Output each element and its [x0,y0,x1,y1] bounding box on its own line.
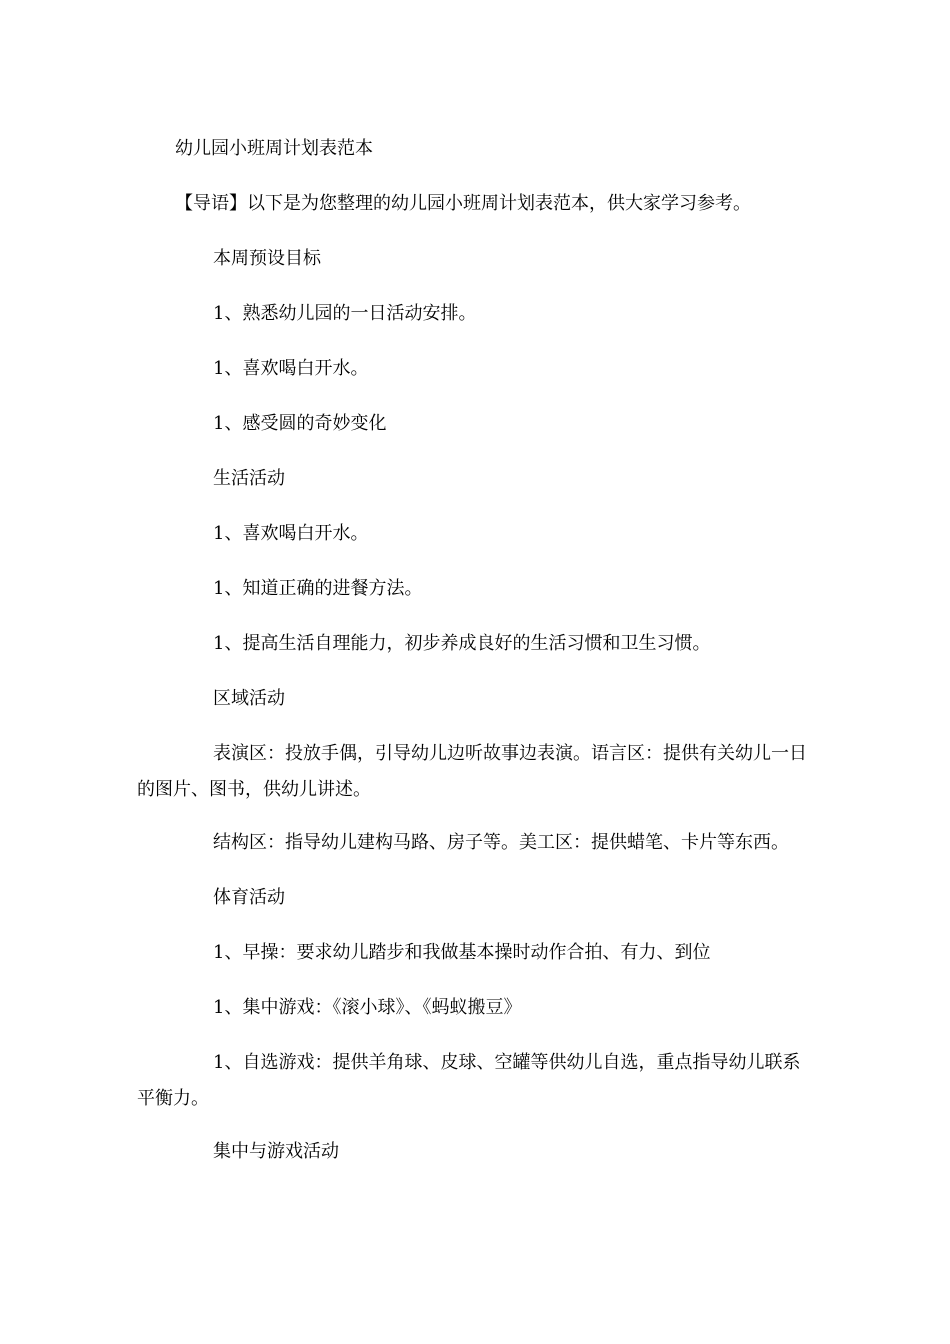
area-paragraph-2: 结构区：指导幼儿建构马路、房子等。美工区：提供蜡笔、卡片等东西。 [213,832,789,853]
doc-title: 幼儿园小班周计划表范本 [175,138,373,159]
area-paragraph [137,736,817,808]
intro-paragraph: 【导语】以下是为您整理的幼儿园小班周计划表范本，供大家学习参考。 [175,193,751,214]
pe-item: 1、集中游戏：《滚小球》、《蚂蚁搬豆》 [213,997,522,1018]
goal-item: 1、喜欢喝白开水。 [213,358,369,379]
life-heading: 生活活动 [213,468,285,489]
pe-item: 1、早操：要求幼儿踏步和我做基本操时动作合拍、有力、到位 [213,942,711,963]
goals-heading: 本周预设目标 [213,248,321,269]
group-heading: 集中与游戏活动 [213,1141,339,1162]
life-item: 1、喜欢喝白开水。 [213,523,369,544]
life-item: 1、提高生活自理能力，初步养成良好的生活习惯和卫生习惯。 [213,633,711,654]
pe-paragraph [137,1045,817,1117]
area-heading: 区域活动 [213,688,285,709]
area-paragraph-text: 表演区：投放手偶，引导幼儿边听故事边表演。语言区：提供有关幼儿一日的图片、图书，供幼儿讲述。 [137,743,807,800]
life-item: 1、知道正确的进餐方法。 [213,578,423,599]
pe-heading: 体育活动 [213,887,285,908]
goal-item: 1、熟悉幼儿园的一日活动安排。 [213,303,477,324]
pe-paragraph-text: 1、自选游戏：提供羊角球、皮球、空罐等供幼儿自选，重点指导幼儿联系平衡力。 [137,1052,801,1109]
goal-item: 1、感受圆的奇妙变化 [213,413,387,434]
